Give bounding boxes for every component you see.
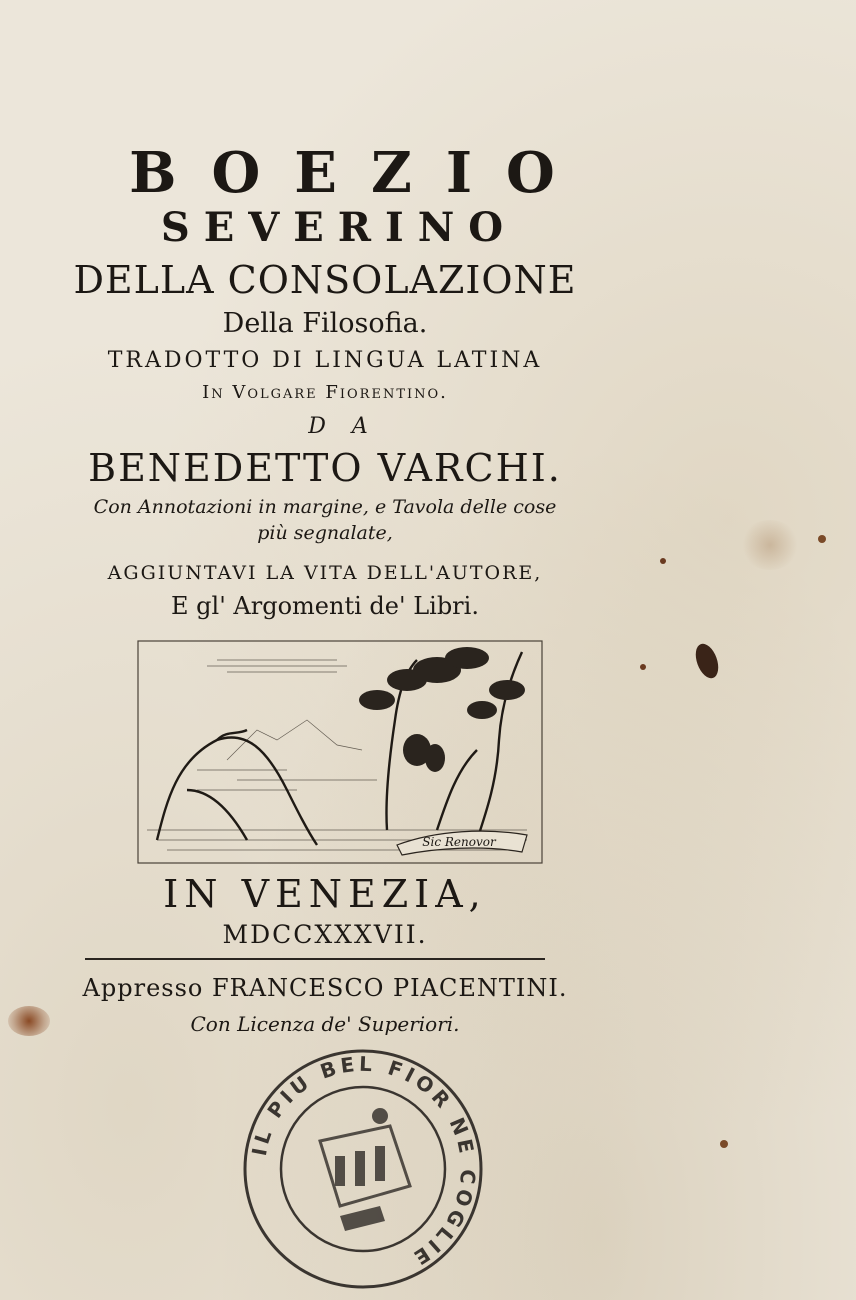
author-name: BOEZIO [129,140,589,206]
paper-stain [740,520,800,570]
by-line: DA [308,414,394,439]
arguments-line: E gl' Argomenti de' Libri. [171,592,479,620]
annotations-line-1: Con Annotazioni in margine, e Tavola delle cose [93,496,557,518]
paper-stain [818,535,826,543]
annotations-line-2: più segnalate, [257,522,393,544]
author-surname: SEVERINO [160,204,518,251]
imprint-printer: Appresso FRANCESCO PIACENTINI. [82,974,568,1002]
paper-stain [691,641,722,682]
divider-rule [85,958,545,960]
vignette-motto: Sic Renovor [422,835,496,849]
imprint-year: MDCCXXXVII. [222,920,428,949]
work-subtitle: Della Filosofia. [222,308,428,339]
landscape-engraving-icon [137,640,543,864]
imprint-license: Con Licenza de' Superiori. [190,1012,460,1036]
translator-name: BENEDETTO VARCHI. [88,446,562,490]
paper-stain [720,1140,728,1148]
language-line: In Volgare Fiorentino. [202,382,448,403]
paper-stain [660,558,666,564]
imprint-place: IN VENEZIA, [163,872,487,916]
stamp-motto: IL PIU BEL FIOR NE COGLIE [246,1051,481,1272]
paper-stain [8,1006,50,1036]
additions-line: AGGIUNTAVI LA VITA DELL'AUTORE, [107,562,543,584]
paper-stain [640,664,646,670]
translation-line: TRADOTTO DI LINGUA LATINA [107,348,543,373]
library-stamp-icon [240,1046,486,1292]
work-title: DELLA CONSOLAZIONE [73,258,577,302]
